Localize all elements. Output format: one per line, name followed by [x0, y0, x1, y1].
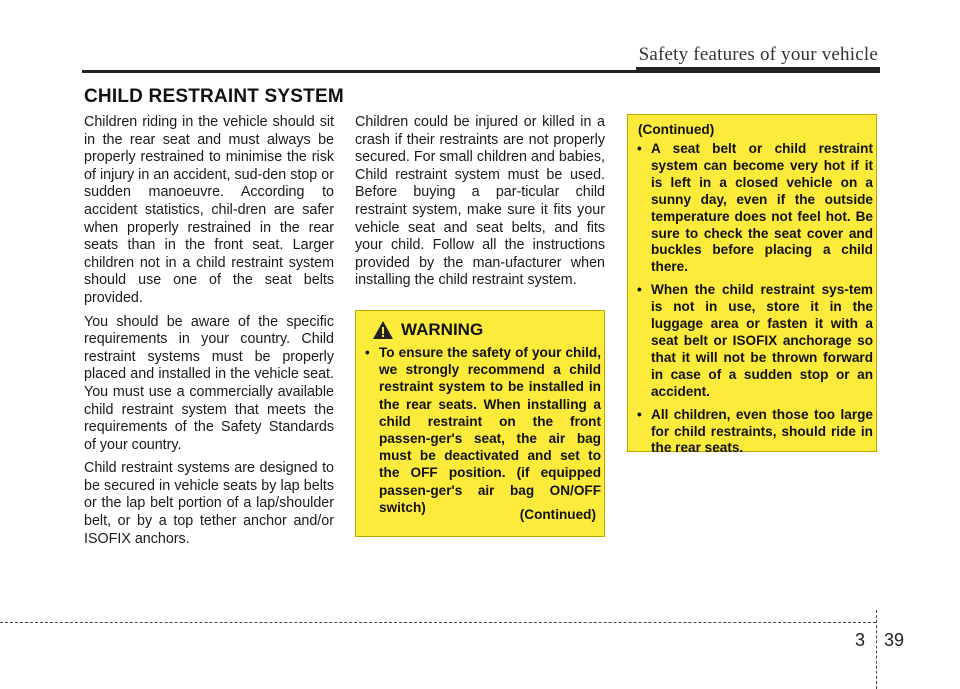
footer-divider — [876, 610, 877, 689]
warning-item: • When the child restraint sys-tem is not in use, store it in the luggage area or fasten it with a seat belt or ISOFIX anchorage so that it will not be thrown forward in case of a sudden stop or an accident. — [637, 282, 873, 400]
warning-header — [372, 319, 483, 341]
body-column-1 — [84, 114, 334, 554]
continued-label: (Continued) — [638, 122, 715, 137]
page-number: 39 — [884, 630, 905, 650]
section-title: CHILD RESTRAINT SYSTEM — [84, 86, 344, 107]
warning-box — [355, 310, 605, 537]
footer-rule — [0, 622, 876, 623]
section-number: 3 — [855, 630, 866, 650]
paragraph: Children could be injured or killed in a crash if their restraints are not properly secured. For small children and babies, Child restraint system must be used. Before buying a par-ticular child restraint system, make sure it fits your vehicle seat and seat belts, and fits your child. Follow all the instructions provided by the man-ufacturer when installing the child restraint system. — [355, 114, 605, 289]
warning-triangle-icon — [372, 320, 394, 340]
header-rule-accent — [636, 67, 880, 73]
continued-label: (Continued) — [519, 507, 596, 522]
warning-label: WARNING — [401, 320, 484, 339]
paragraph: You should be aware of the specific requirements in your country. Child restraint systems must be properly placed and installed in the vehicle seat. You must use a commercially available child restraint system that meets the requirements of the Safety Standards of your country. — [84, 313, 334, 453]
warning-item: • To ensure the safety of your child, we strongly recommend a child restraint system to be installed in the rear seats. When installing a child restraint on the front passen-ger's seat, the air bag must be deactivated and set to the OFF position. (if equipped passen-ger's air bag ON/OFF switch) — [365, 344, 601, 516]
paragraph: Child restraint systems are designed to be secured in vehicle seats by lap belts or the lap belt portion of a lap/shoulder belt, or by a top tether anchor and/or ISOFIX anchors. — [84, 460, 334, 547]
warning-continued-list — [637, 141, 873, 463]
warning-item: • All children, even those too large for child restraints, should ride in the rear seats. — [637, 407, 873, 458]
body-column-2 — [355, 114, 605, 296]
warning-continued-box — [627, 114, 877, 456]
header-title: Safety features of your vehicle — [638, 44, 878, 65]
paragraph: Children riding in the vehicle should sit in the rear seat and must always be properly restrained to minimise the risk of injury in an accident, sud-den stop or sudden manoeuvre. According to accident statistics, chil-dren are safer when properly restrained in the rear seats than in the front seat. Larger children not in a child restraint system should use one of the seat belts provided. — [84, 114, 334, 306]
warning-list — [365, 344, 601, 522]
warning-item: • A seat belt or child restraint system can become very hot if it is left in a closed vehicle on a sunny day, even if the outside temperature does not feel hot. Be sure to check the seat cover and buckles before placing a child there. — [637, 141, 873, 276]
